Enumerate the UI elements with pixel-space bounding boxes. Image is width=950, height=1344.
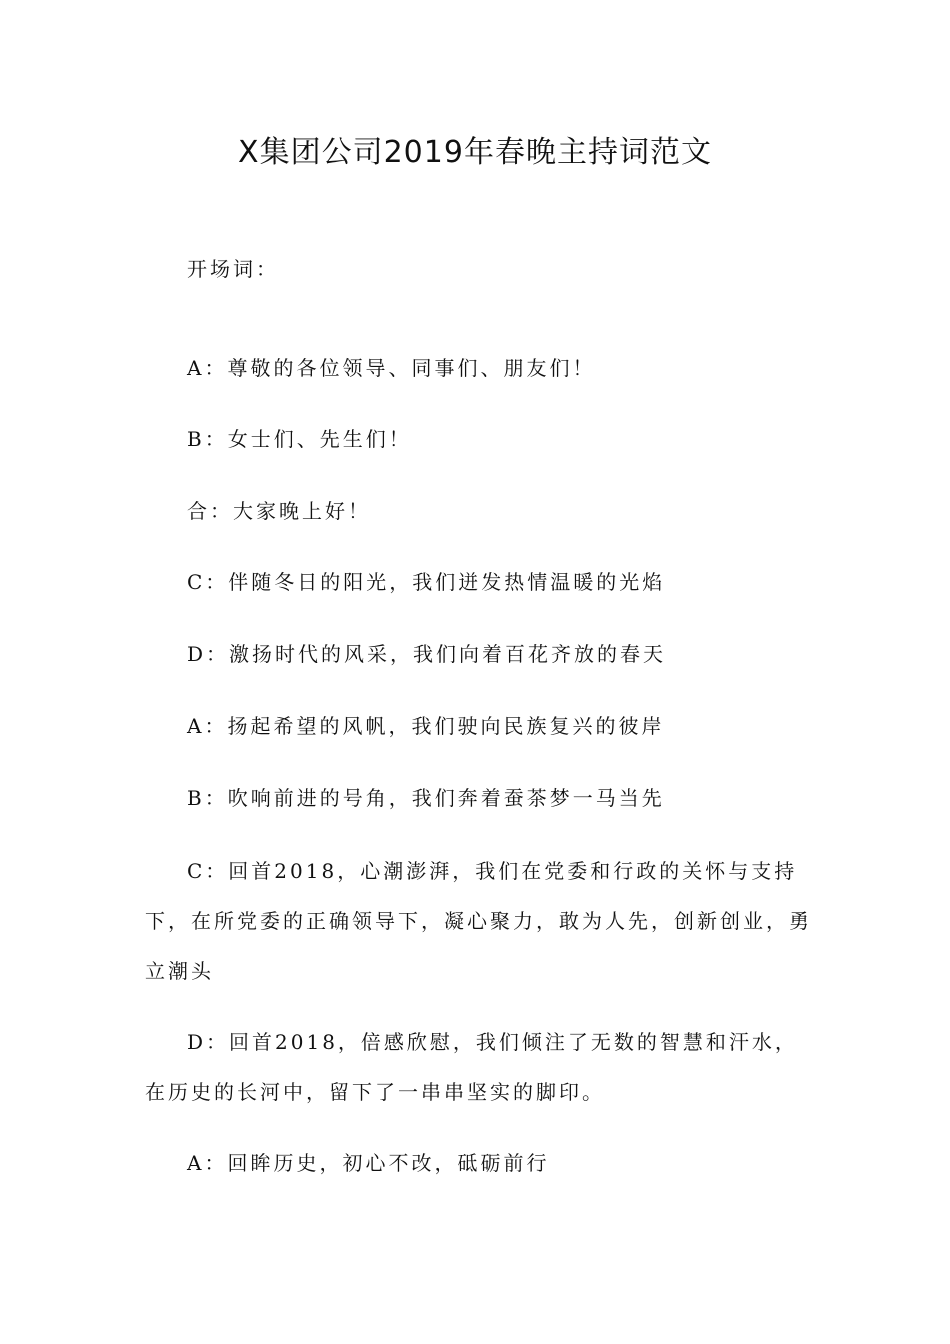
paragraph-b-greeting: B：女士们、先生们！ <box>187 427 412 451</box>
paragraph-a-line: A：扬起希望的风帆，我们驶向民族复兴的彼岸 <box>187 714 665 738</box>
paragraph-a-greeting: A：尊敬的各位领导、同事们、朋友们！ <box>187 356 596 380</box>
paragraph-b-line: B：吹响前进的号角，我们奔着蚕茶梦一马当先 <box>187 786 665 810</box>
paragraph-d-line: D：激扬时代的风采，我们向着百花齐放的春天 <box>187 642 667 666</box>
paragraph-c-line: C：伴随冬日的阳光，我们迸发热情温暖的光焰 <box>187 570 666 594</box>
paragraph-c-review: C：回首2018，心潮澎湃，我们在党委和行政的关怀与支持下，在所党委的正确领导下，凝心聚力，敢为人先，创新创业，勇立潮头 <box>145 859 812 983</box>
paragraph-a-review: A：回眸历史，初心不改，砥砺前行 <box>187 1151 550 1175</box>
paragraph-d-review: D：回首2018，倍感欣慰，我们倾注了无数的智慧和汗水，在历史的长河中，留下了一串串坚实的脚印。 <box>145 1030 798 1104</box>
paragraph-together-greeting: 合：大家晚上好！ <box>187 499 371 523</box>
paragraph-opening-label: 开场词： <box>187 257 279 281</box>
document-title: X集团公司2019年春晚主持词范文 <box>238 135 712 170</box>
